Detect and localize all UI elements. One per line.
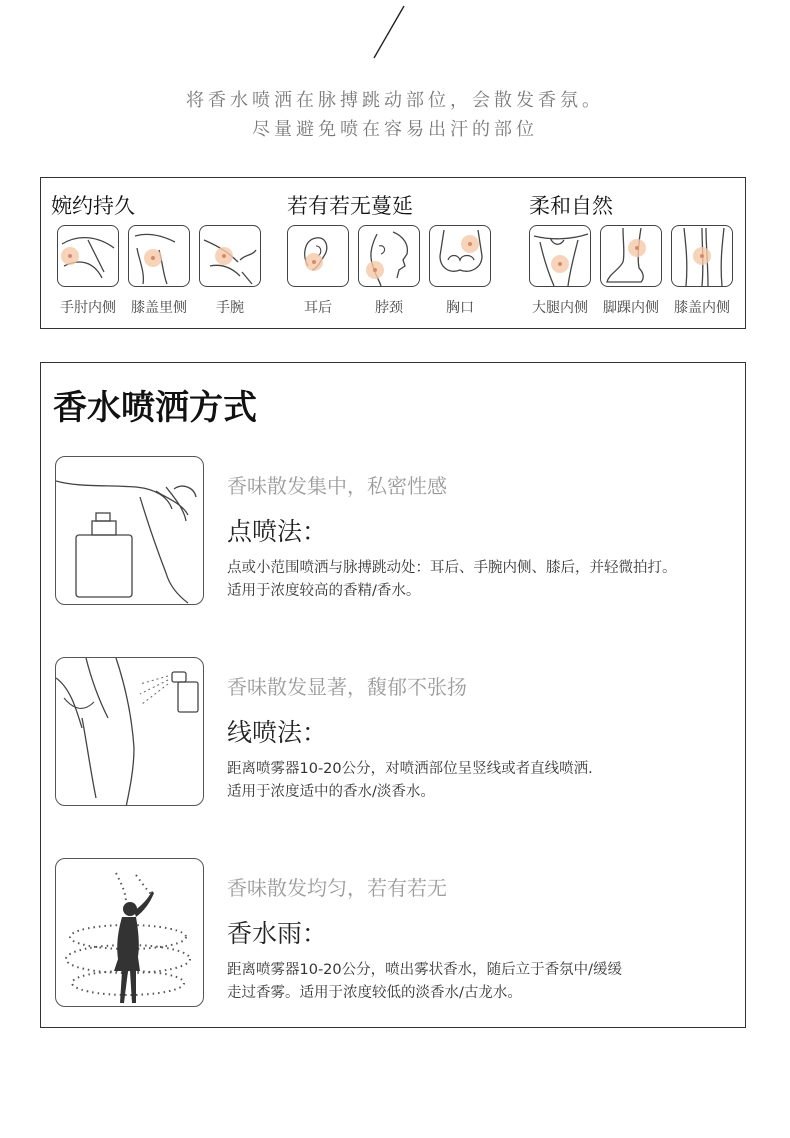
method-line-spray [55,657,745,807]
method-desc-line-2: 适用于浓度适中的香水/淡香水。 [227,784,435,800]
zone-inner-knee [128,225,190,316]
method-desc-line-2: 走过香雾。适用于浓度较低的淡香水/古龙水。 [227,985,522,1001]
zone-chest [429,225,491,316]
method-description [227,758,593,804]
inner-thigh-icon [529,225,591,287]
line-spray-icon [55,657,204,806]
decorative-slash [370,4,410,60]
method-dab-spray [55,456,745,606]
method-name: 线喷法： [227,718,328,747]
perfume-rain-icon [55,858,204,1007]
zone-behind-ear [287,225,349,316]
method-perfume-rain [55,858,745,1008]
zone-label: 脚踝内侧 [603,300,659,316]
zone-label: 胸口 [446,300,474,316]
dab-spray-icon [55,456,204,605]
intro-line-1: 将香水喷洒在脉搏跳动部位，会散发香氛。 [186,90,604,111]
zone-group-title: 若有若无蔓延 [287,194,413,218]
method-desc-line-1: 距离喷雾器10-20公分，对喷洒部位呈竖线或者直线喷洒. [227,761,593,777]
zone-label: 手肘内侧 [60,300,116,316]
zone-group-title: 柔和自然 [529,194,613,218]
zone-wrist [199,225,261,316]
method-subtitle: 香味散发显著，馥郁不张扬 [227,675,467,699]
intro-line-2: 尽量避免喷在容易出汗的部位 [252,119,538,140]
method-name: 点喷法： [227,517,328,546]
zone-label: 膝盖里侧 [131,300,187,316]
zone-label: 耳后 [304,300,332,316]
method-name: 香水雨： [227,919,328,948]
behind-ear-icon [287,225,349,287]
zone-inner-thigh [529,225,591,316]
zone-label: 大腿内侧 [532,300,588,316]
inner-knee-side-icon [671,225,733,287]
zone-label: 脖颈 [375,300,403,316]
method-desc-line-1: 点或小范围喷洒与脉搏跳动处：耳后、手腕内侧、膝后，并轻微拍打。 [227,560,677,576]
wrist-icon [199,225,261,287]
pulse-points-panel [40,177,746,329]
inner-elbow-icon [57,225,119,287]
zone-inner-elbow [57,225,119,316]
method-desc-line-1: 距离喷雾器10-20公分，喷出雾状香水，随后立于香氛中/缓缓 [227,962,623,978]
inner-knee-icon [128,225,190,287]
method-description [227,959,622,1005]
zone-label: 膝盖内侧 [674,300,730,316]
zone-label: 手腕 [216,300,244,316]
chest-icon [429,225,491,287]
zone-inner-ankle [600,225,662,316]
method-subtitle: 香味散发均匀，若有若无 [227,876,447,900]
inner-ankle-icon [600,225,662,287]
zone-group-title: 婉约持久 [51,194,135,218]
neck-icon [358,225,420,287]
method-desc-line-2: 适用于浓度较高的香精/香水。 [227,583,421,599]
spray-methods-panel [40,362,746,1028]
methods-title: 香水喷洒方式 [53,388,257,428]
method-description [227,557,677,603]
method-subtitle: 香味散发集中，私密性感 [227,474,447,498]
zone-inner-knee-side [671,225,733,316]
zone-neck [358,225,420,316]
